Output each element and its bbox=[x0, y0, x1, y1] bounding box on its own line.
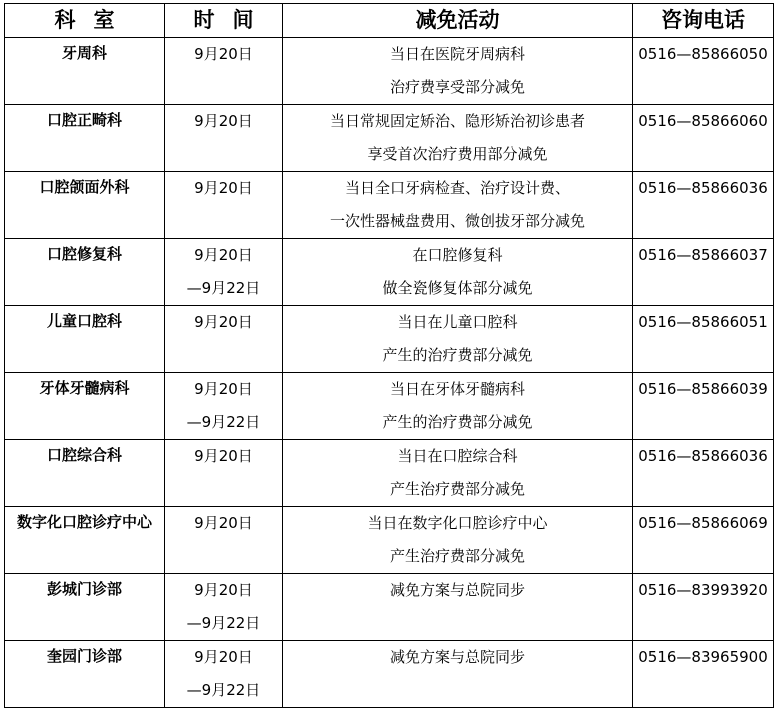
activity-cell bbox=[283, 306, 633, 373]
department-cell-text: 口腔正畸科 bbox=[46, 111, 122, 129]
table-row bbox=[5, 440, 774, 507]
phone-cell-text: 0516—83993920 bbox=[638, 581, 768, 599]
phone-cell bbox=[633, 507, 774, 574]
time-cell-line: —9月22日 bbox=[186, 681, 261, 699]
department-cell bbox=[5, 38, 165, 105]
department-cell bbox=[5, 239, 165, 306]
activity-cell-line: 治疗费享受部分减免 bbox=[389, 78, 525, 96]
department-cell bbox=[5, 641, 165, 708]
time-cell bbox=[165, 507, 283, 574]
phone-cell bbox=[633, 38, 774, 105]
time-cell bbox=[165, 306, 283, 373]
time-cell bbox=[165, 440, 283, 507]
time-cell-line: 9月20日 bbox=[194, 581, 253, 599]
activity-cell bbox=[283, 38, 633, 105]
header-phone: 咨询电话 bbox=[633, 4, 774, 38]
time-cell bbox=[165, 38, 283, 105]
time-cell bbox=[165, 373, 283, 440]
activity-cell-line: 当日在儿童口腔科 bbox=[397, 313, 518, 331]
department-cell-text: 口腔综合科 bbox=[46, 446, 122, 464]
activity-cell bbox=[283, 373, 633, 440]
time-cell-line: —9月22日 bbox=[186, 413, 261, 431]
department-cell bbox=[5, 440, 165, 507]
department-cell-text: 儿童口腔科 bbox=[46, 312, 122, 330]
phone-cell-text: 0516—85866051 bbox=[638, 313, 768, 331]
table-row bbox=[5, 574, 774, 641]
activity-cell-line: 当日在医院牙周病科 bbox=[389, 45, 525, 63]
activity-cell-line: 当日常规固定矫治、隐形矫治初诊患者 bbox=[329, 112, 585, 130]
activity-cell-line: 产生的治疗费部分减免 bbox=[382, 346, 533, 364]
time-cell-line: —9月22日 bbox=[186, 614, 261, 632]
table-row bbox=[5, 641, 774, 708]
activity-cell-line: 一次性器械盘费用、微创拔牙部分减免 bbox=[329, 212, 585, 230]
phone-cell-text: 0516—85866036 bbox=[638, 447, 768, 465]
department-cell-text: 牙体牙髓病科 bbox=[39, 379, 130, 397]
phone-cell bbox=[633, 574, 774, 641]
time-cell-line: 9月20日 bbox=[194, 447, 253, 465]
header-department: 科室 bbox=[5, 4, 165, 38]
department-cell-text: 数字化口腔诊疗中心 bbox=[16, 513, 152, 531]
phone-cell-text: 0516—85866050 bbox=[638, 45, 768, 63]
activity-cell-line: 产生治疗费部分减免 bbox=[389, 480, 525, 498]
table-row bbox=[5, 172, 774, 239]
phone-cell-text: 0516—83965900 bbox=[638, 648, 768, 666]
department-cell-text: 牙周科 bbox=[61, 44, 107, 62]
table-row bbox=[5, 105, 774, 172]
table-row bbox=[5, 239, 774, 306]
time-cell-line: 9月20日 bbox=[194, 313, 253, 331]
time-cell bbox=[165, 641, 283, 708]
header-time: 时间 bbox=[165, 4, 283, 38]
department-cell bbox=[5, 373, 165, 440]
department-cell bbox=[5, 172, 165, 239]
activity-cell bbox=[283, 239, 633, 306]
time-cell bbox=[165, 574, 283, 641]
phone-cell-text: 0516—85866036 bbox=[638, 179, 768, 197]
phone-cell-text: 0516—85866039 bbox=[638, 380, 768, 398]
table-body bbox=[5, 38, 774, 708]
time-cell-line: 9月20日 bbox=[194, 514, 253, 532]
phone-cell-text: 0516—85866060 bbox=[638, 112, 768, 130]
activity-cell-line: 减免方案与总院同步 bbox=[389, 581, 525, 599]
activity-cell bbox=[283, 574, 633, 641]
activity-cell bbox=[283, 105, 633, 172]
activity-cell bbox=[283, 641, 633, 708]
discount-schedule-table bbox=[4, 3, 774, 708]
activity-cell-line: 减免方案与总院同步 bbox=[389, 648, 525, 666]
phone-cell bbox=[633, 172, 774, 239]
activity-cell-line: 当日在数字化口腔诊疗中心 bbox=[367, 514, 548, 532]
activity-cell bbox=[283, 172, 633, 239]
department-cell-text: 奎园门诊部 bbox=[46, 647, 122, 665]
table-header-row bbox=[5, 4, 774, 38]
time-cell-line: —9月22日 bbox=[186, 279, 261, 297]
activity-cell-line: 做全瓷修复体部分减免 bbox=[382, 279, 533, 297]
department-cell bbox=[5, 507, 165, 574]
activity-cell bbox=[283, 440, 633, 507]
activity-cell-line: 当日在牙体牙髓病科 bbox=[389, 380, 525, 398]
time-cell-line: 9月20日 bbox=[194, 380, 253, 398]
phone-cell-text: 0516—85866069 bbox=[638, 514, 768, 532]
department-cell bbox=[5, 574, 165, 641]
phone-cell-text: 0516—85866037 bbox=[638, 246, 768, 264]
phone-cell bbox=[633, 306, 774, 373]
time-cell bbox=[165, 239, 283, 306]
phone-cell bbox=[633, 440, 774, 507]
activity-cell-line: 在口腔修复科 bbox=[412, 246, 503, 264]
activity-cell-line: 享受首次治疗费用部分减免 bbox=[367, 145, 548, 163]
phone-cell bbox=[633, 373, 774, 440]
time-cell-line: 9月20日 bbox=[194, 246, 253, 264]
department-cell-text: 口腔颌面外科 bbox=[39, 178, 130, 196]
activity-cell-line: 当日全口牙病检查、治疗设计费、 bbox=[344, 179, 570, 197]
department-cell bbox=[5, 105, 165, 172]
activity-cell-line: 产生的治疗费部分减免 bbox=[382, 413, 533, 431]
department-cell bbox=[5, 306, 165, 373]
phone-cell bbox=[633, 239, 774, 306]
time-cell bbox=[165, 105, 283, 172]
table-row bbox=[5, 507, 774, 574]
table-row bbox=[5, 38, 774, 105]
department-cell-text: 彭城门诊部 bbox=[46, 580, 122, 598]
phone-cell bbox=[633, 641, 774, 708]
phone-cell bbox=[633, 105, 774, 172]
time-cell-line: 9月20日 bbox=[194, 179, 253, 197]
activity-cell-line: 产生治疗费部分减免 bbox=[389, 547, 525, 565]
activity-cell bbox=[283, 507, 633, 574]
table-row bbox=[5, 373, 774, 440]
table-row bbox=[5, 306, 774, 373]
time-cell-line: 9月20日 bbox=[194, 648, 253, 666]
header-activity: 减免活动 bbox=[283, 4, 633, 38]
time-cell-line: 9月20日 bbox=[194, 112, 253, 130]
department-cell-text: 口腔修复科 bbox=[46, 245, 122, 263]
time-cell bbox=[165, 172, 283, 239]
time-cell-line: 9月20日 bbox=[194, 45, 253, 63]
activity-cell-line: 当日在口腔综合科 bbox=[397, 447, 518, 465]
